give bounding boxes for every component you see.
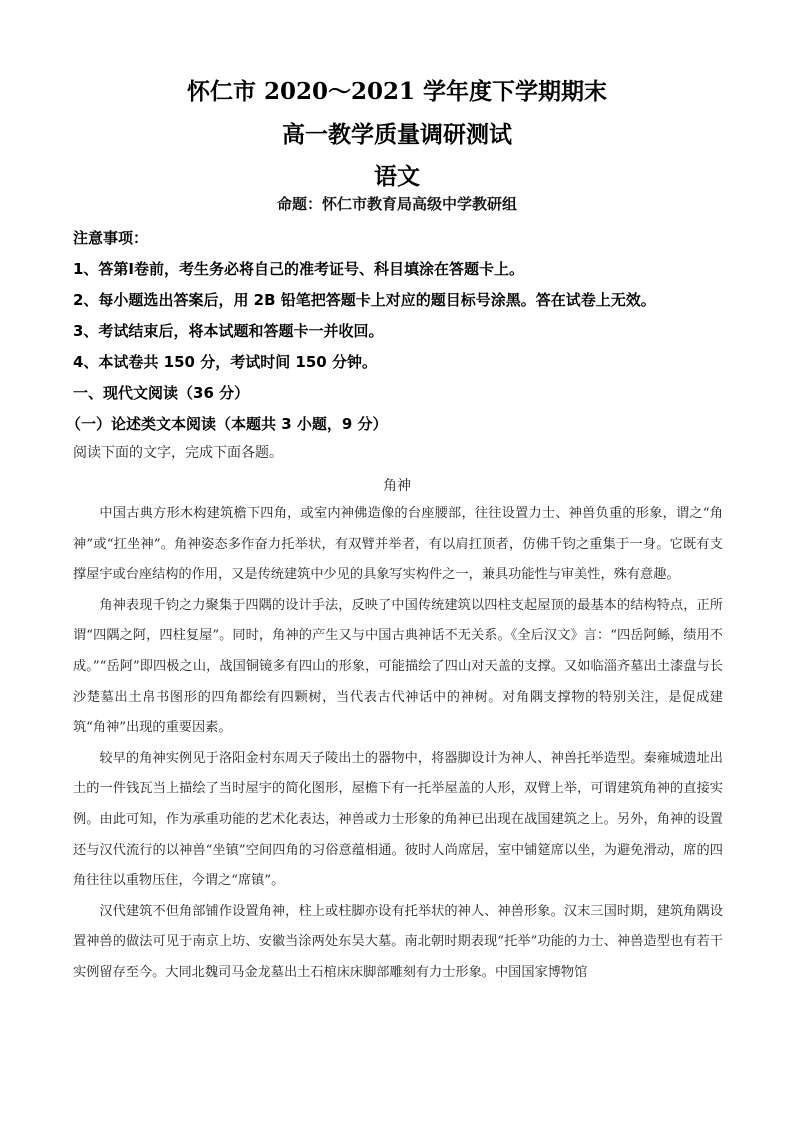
notice-item: 1、答第Ⅰ卷前，考生务必将自己的准考证号、科目填涂在答题卡上。 [73,260,525,278]
article-paragraph: 中国古典方形木构建筑檐下四角，或室内神佛造像的台座腰部，往往设置力士、神兽负重的形象，谓之“角神”或“扛坐神”。角神姿态多作奋力托举状，有双臂并举者，有以肩扛顶者，仿佛千钧之重集于一身。它既有支撑屋宇或台座结构的作用，又是传统建筑中少见的具象写实构件之一，兼具功能性与审美性，殊有意趣。 [73,506,723,583]
subsection-heading: （一）论述类文本阅读（本题共 3 小题，9 分） [66,415,388,433]
article-paragraph: 较早的角神实例见于洛阳金村东周天子陵出土的器物中，将器脚设计为神人、神兽托举造型。秦雍城遗址出土的一件钱瓦当上描绘了当时屋宇的简化图形，屋檐下有一托举屋盖的人形，双臂上举，可谓建筑角神的直接实例。由此可知，作为承重功能的艺术化表达，神兽或力士形象的角神已出现在战国建筑之上。另外，角神的设置还与汉代流行的以神兽“坐镇”空间四角的习俗意蕴相通。彼时人尚席居，室中铺筵席以坐，为避免滑动，席的四角往往以重物压住，今谓之“席镇”。 [73,750,723,889]
notice-item: 4、本试卷共 150 分，考试时间 150 分钟。 [73,353,377,371]
section-heading: 一、现代文阅读（36 分） [73,384,250,402]
exam-title: 怀仁市 2020～2021 学年度下学期期末 [186,78,608,105]
article-title: 角神 [383,478,411,494]
exam-subtitle: 高一教学质量调研测试 [282,121,512,148]
subject-title: 语文 [374,163,420,190]
notice-heading: 注意事项： [73,229,149,247]
article-paragraph: 角神表现千钧之力聚集于四隅的设计手法，反映了中国传统建筑以四柱支起屋顶的最基本的结构特点，正所谓“四隅之阿，四柱复屋”。同时，角神的产生又与中国古典神话不无关系。《全后汉文》言：“四岳阿鲧，绩用不成。”“岳阿”即四极之山，战国铜镜多有四山的形象，可能描绘了四山对天盖的支撑。又如临淄齐墓出土漆盘与长沙楚墓出土帛书图形的四角都绘有四颗树，当代表古代神话中的神树。对角隅支撑物的特别关注，是促成建筑“角神”出现的重要因素。 [73,597,723,736]
reading-instruction: 阅读下面的文字，完成下面各题。 [73,445,283,461]
author-line: 命题：怀仁市教育局高级中学教研组 [276,195,517,213]
notice-item: 3、考试结束后，将本试题和答题卡一并收回。 [73,322,384,340]
notice-item: 2、每小题选出答案后，用 2B 铅笔把答题卡上对应的题目标号涂黑。答在试卷上无效。 [73,291,656,309]
article-body [73,499,723,989]
article-paragraph: 汉代建筑不但角部铺作设置角神，柱上或柱脚亦设有托举状的神人、神兽形象。汉末三国时期，建筑角隅设置神兽的做法可见于南京上坊、安徽当涂两处东吴大墓。南北朝时期表现“托举”功能的力士、神兽造型也有若干实例留存至今。大同北魏司马金龙墓出土石棺床床脚部雕刻有力士形象。中国国家博物馆 [73,903,723,980]
